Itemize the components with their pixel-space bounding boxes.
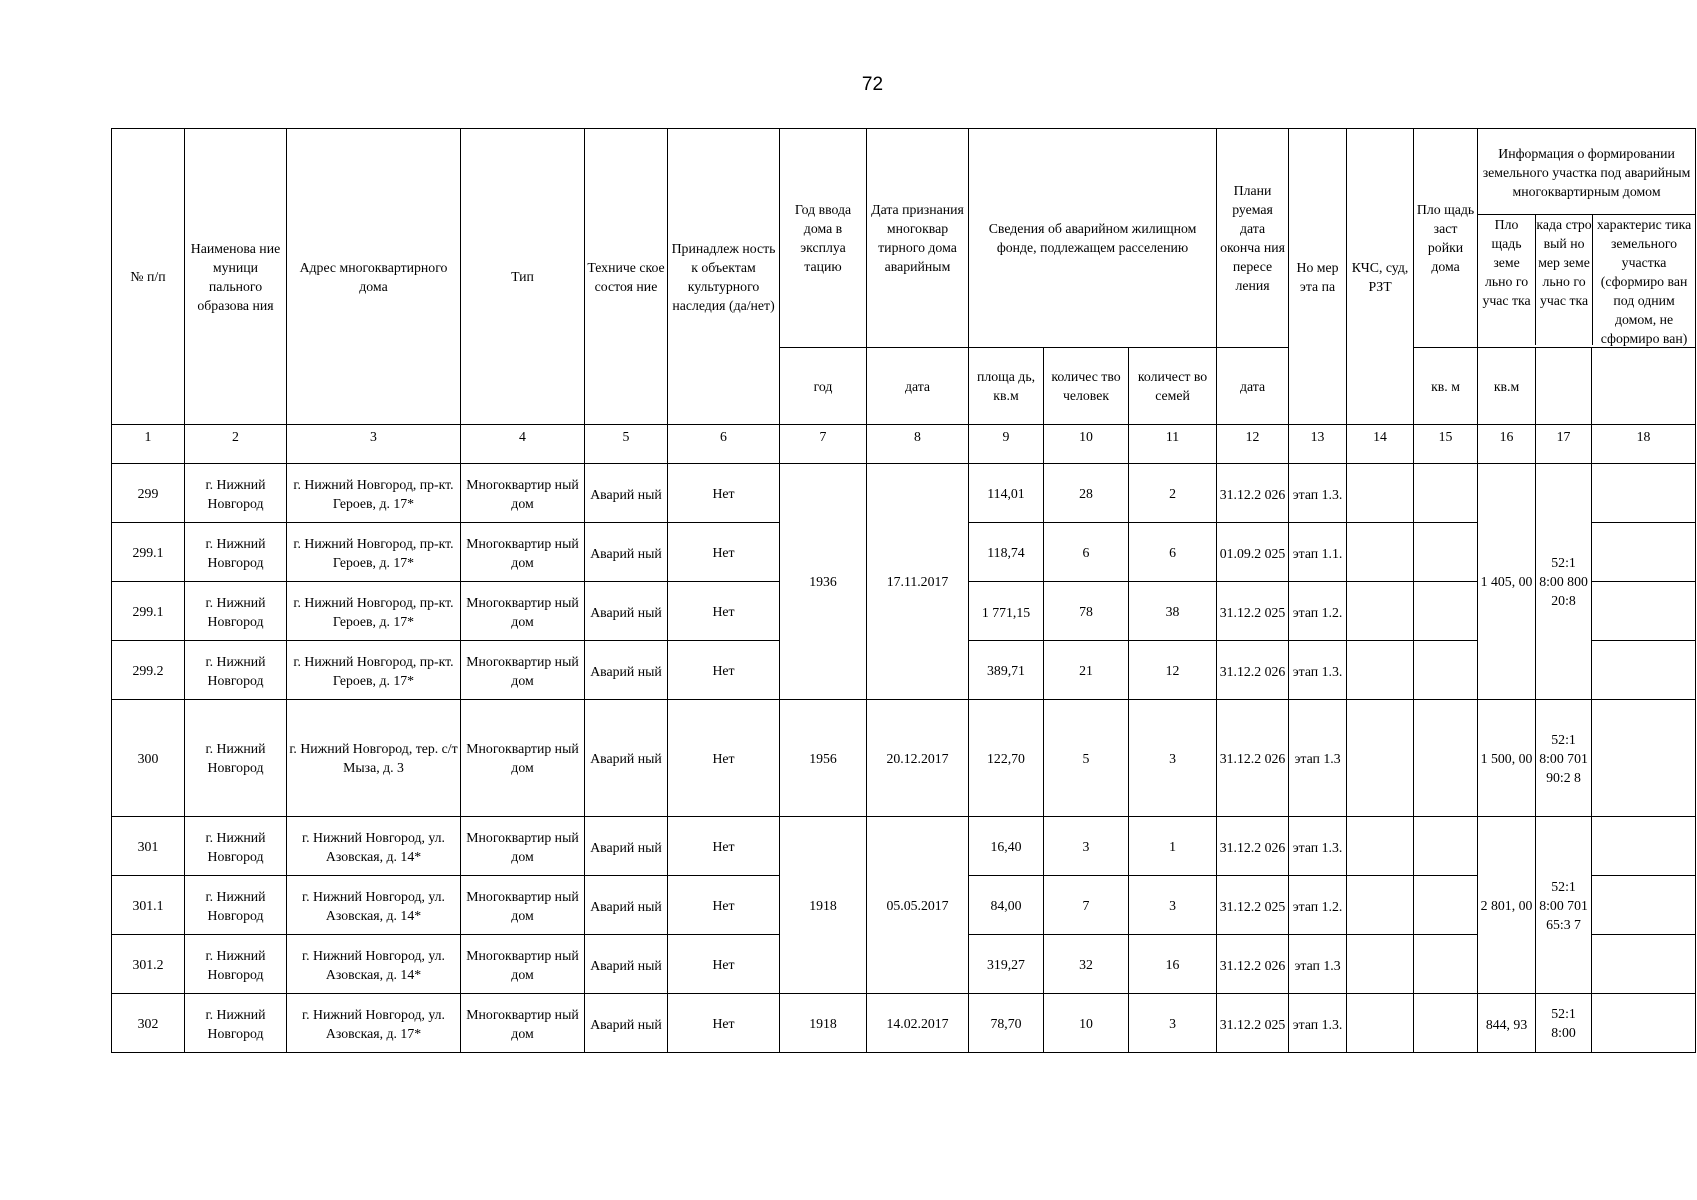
cell-planned-date: 31.12.2 025	[1217, 994, 1289, 1053]
column-number: 4	[461, 425, 585, 464]
cell-municipality: г. Нижний Новгород	[185, 817, 287, 876]
cell-number: 301.2	[112, 935, 185, 994]
cell-area: 389,71	[969, 641, 1044, 700]
cell-cadastral: 52:1 8:00	[1536, 994, 1592, 1053]
cell-cadastral: 52:1 8:00 701 90:2 8	[1536, 700, 1592, 817]
cell-heritage: Нет	[668, 582, 780, 641]
cell-address: г. Нижний Новгород, пр-кт. Героев, д. 17*	[287, 641, 461, 700]
cell-state: Аварий ный	[585, 935, 668, 994]
cell-state: Аварий ный	[585, 876, 668, 935]
subheader-cadastral-empty	[1536, 348, 1592, 425]
cell-type: Многоквартир ный дом	[461, 582, 585, 641]
cell-number: 299	[112, 464, 185, 523]
column-number: 16	[1478, 425, 1536, 464]
cell-characteristic	[1592, 994, 1696, 1053]
cell-area: 319,27	[969, 935, 1044, 994]
column-number: 13	[1289, 425, 1347, 464]
cell-land-area: 1 500, 00	[1478, 700, 1536, 817]
cell-year: 1918	[780, 994, 867, 1053]
cell-people: 32	[1044, 935, 1129, 994]
cell-stage: этап 1.3.	[1289, 994, 1347, 1053]
cell-area: 78,70	[969, 994, 1044, 1053]
column-number: 2	[185, 425, 287, 464]
column-number: 18	[1592, 425, 1696, 464]
cell-kchs	[1347, 464, 1414, 523]
cell-state: Аварий ный	[585, 817, 668, 876]
cell-heritage: Нет	[668, 876, 780, 935]
cell-families: 6	[1129, 523, 1217, 582]
subheader-year: год	[780, 348, 867, 425]
table-row	[112, 817, 1696, 876]
cell-kchs	[1347, 582, 1414, 641]
cell-address: г. Нижний Новгород, тер. с/т Мыза, д. 3	[287, 700, 461, 817]
cell-number: 299.1	[112, 523, 185, 582]
cell-number: 299.1	[112, 582, 185, 641]
cell-stage: этап 1.3.	[1289, 817, 1347, 876]
header-cadastral: када стро вый но мер земе льно го учас тка	[1536, 215, 1593, 345]
header-address: Адрес многоквартирного дома	[287, 129, 461, 425]
header-number: № п/п	[112, 129, 185, 425]
cell-planned-date: 31.12.2 026	[1217, 700, 1289, 817]
cell-families: 2	[1129, 464, 1217, 523]
header-land-area: Пло щадь земе льно го учас тка	[1478, 215, 1536, 345]
cell-area: 84,00	[969, 876, 1044, 935]
cell-planned-date: 31.12.2 026	[1217, 935, 1289, 994]
cell-stage: этап 1.3.	[1289, 464, 1347, 523]
cell-type: Многоквартир ный дом	[461, 876, 585, 935]
cell-planned-date: 31.12.2 025	[1217, 876, 1289, 935]
cell-kchs	[1347, 700, 1414, 817]
column-number: 15	[1414, 425, 1478, 464]
cell-characteristic	[1592, 464, 1696, 523]
cell-stage: этап 1.1.	[1289, 523, 1347, 582]
cell-kchs	[1347, 641, 1414, 700]
header-land-info-title: Информация о формировании земельного участка под аварийным многоквартирным домом	[1478, 131, 1695, 215]
cell-state: Аварий ный	[585, 700, 668, 817]
cell-date-recognized: 05.05.2017	[867, 817, 969, 994]
subheader-land-area-unit: кв.м	[1478, 348, 1536, 425]
cell-municipality: г. Нижний Новгород	[185, 935, 287, 994]
cell-planned-date: 31.12.2 026	[1217, 464, 1289, 523]
cell-families: 3	[1129, 700, 1217, 817]
cell-characteristic	[1592, 817, 1696, 876]
cell-planned-date: 31.12.2 025	[1217, 582, 1289, 641]
header-date-recognized: Дата признания многоквар тирного дома аварийным	[867, 129, 969, 348]
column-number: 9	[969, 425, 1044, 464]
cell-cadastral: 52:1 8:00 701 65:3 7	[1536, 817, 1592, 994]
cell-municipality: г. Нижний Новгород	[185, 464, 287, 523]
cell-people: 5	[1044, 700, 1129, 817]
header-type: Тип	[461, 129, 585, 425]
cell-building-area	[1414, 641, 1478, 700]
cell-year: 1918	[780, 817, 867, 994]
column-number: 3	[287, 425, 461, 464]
cell-heritage: Нет	[668, 700, 780, 817]
column-number: 17	[1536, 425, 1592, 464]
cell-date-recognized: 17.11.2017	[867, 464, 969, 700]
cell-cadastral: 52:1 8:00 800 20:8	[1536, 464, 1592, 700]
header-year-commissioned: Год ввода дома в эксплуа тацию	[780, 129, 867, 348]
cell-kchs	[1347, 523, 1414, 582]
cell-families: 1	[1129, 817, 1217, 876]
cell-heritage: Нет	[668, 464, 780, 523]
cell-year: 1956	[780, 700, 867, 817]
cell-planned-date: 01.09.2 025	[1217, 523, 1289, 582]
cell-characteristic	[1592, 700, 1696, 817]
cell-area: 1 771,15	[969, 582, 1044, 641]
cell-type: Многоквартир ный дом	[461, 817, 585, 876]
cell-characteristic	[1592, 582, 1696, 641]
cell-kchs	[1347, 994, 1414, 1053]
cell-people: 28	[1044, 464, 1129, 523]
cell-state: Аварий ный	[585, 641, 668, 700]
cell-families: 12	[1129, 641, 1217, 700]
cell-state: Аварий ный	[585, 464, 668, 523]
cell-people: 6	[1044, 523, 1129, 582]
cell-heritage: Нет	[668, 641, 780, 700]
cell-building-area	[1414, 523, 1478, 582]
cell-building-area	[1414, 817, 1478, 876]
cell-date-recognized: 14.02.2017	[867, 994, 969, 1053]
cell-type: Многоквартир ный дом	[461, 641, 585, 700]
cell-address: г. Нижний Новгород, пр-кт. Героев, д. 17*	[287, 523, 461, 582]
cell-characteristic	[1592, 935, 1696, 994]
cell-building-area	[1414, 582, 1478, 641]
column-number: 8	[867, 425, 969, 464]
cell-land-area: 2 801, 00	[1478, 817, 1536, 994]
cell-type: Многоквартир ный дом	[461, 700, 585, 817]
cell-area: 122,70	[969, 700, 1044, 817]
cell-type: Многоквартир ный дом	[461, 464, 585, 523]
cell-stage: этап 1.2.	[1289, 582, 1347, 641]
cell-municipality: г. Нижний Новгород	[185, 641, 287, 700]
cell-people: 3	[1044, 817, 1129, 876]
cell-building-area	[1414, 994, 1478, 1053]
table-row	[112, 700, 1696, 817]
cell-type: Многоквартир ный дом	[461, 994, 585, 1053]
column-number: 10	[1044, 425, 1129, 464]
cell-type: Многоквартир ный дом	[461, 523, 585, 582]
cell-address: г. Нижний Новгород, ул. Азовская, д. 14*	[287, 876, 461, 935]
cell-heritage: Нет	[668, 523, 780, 582]
cell-heritage: Нет	[668, 817, 780, 876]
table-row	[112, 994, 1696, 1053]
subheader-date: дата	[867, 348, 969, 425]
cell-building-area	[1414, 935, 1478, 994]
cell-people: 7	[1044, 876, 1129, 935]
cell-land-area: 1 405, 00	[1478, 464, 1536, 700]
cell-planned-date: 31.12.2 026	[1217, 817, 1289, 876]
cell-municipality: г. Нижний Новгород	[185, 700, 287, 817]
subheader-characteristic-empty	[1592, 348, 1696, 425]
emergency-housing-table	[111, 128, 1696, 1053]
header-stage-number: Но мер эта па	[1289, 129, 1347, 425]
cell-number: 301	[112, 817, 185, 876]
cell-municipality: г. Нижний Новгород	[185, 582, 287, 641]
cell-planned-date: 31.12.2 026	[1217, 641, 1289, 700]
subheader-families: количест во семей	[1129, 348, 1217, 425]
cell-characteristic	[1592, 876, 1696, 935]
cell-people: 21	[1044, 641, 1129, 700]
table-row	[112, 464, 1696, 523]
cell-characteristic	[1592, 523, 1696, 582]
subheader-building-area-unit: кв. м	[1414, 348, 1478, 425]
subheader-area: площа дь, кв.м	[969, 348, 1044, 425]
cell-land-area: 844, 93	[1478, 994, 1536, 1053]
cell-address: г. Нижний Новгород, ул. Азовская, д. 14*	[287, 935, 461, 994]
cell-kchs	[1347, 817, 1414, 876]
cell-people: 78	[1044, 582, 1129, 641]
header-building-area: Пло щадь заст ройки дома	[1414, 129, 1478, 348]
header-municipality: Наименова ние муници пального образова ния	[185, 129, 287, 425]
cell-number: 299.2	[112, 641, 185, 700]
cell-characteristic	[1592, 641, 1696, 700]
cell-state: Аварий ный	[585, 582, 668, 641]
cell-stage: этап 1.3	[1289, 700, 1347, 817]
cell-number: 302	[112, 994, 185, 1053]
cell-families: 16	[1129, 935, 1217, 994]
header-emergency-fund: Сведения об аварийном жилищном фонде, подлежащем расселению	[969, 129, 1217, 348]
cell-municipality: г. Нижний Новгород	[185, 523, 287, 582]
cell-building-area	[1414, 876, 1478, 935]
header-kchs: КЧС, суд, РЗТ	[1347, 129, 1414, 425]
column-number: 14	[1347, 425, 1414, 464]
cell-area: 114,01	[969, 464, 1044, 523]
cell-people: 10	[1044, 994, 1129, 1053]
cell-address: г. Нижний Новгород, пр-кт. Героев, д. 17*	[287, 464, 461, 523]
cell-building-area	[1414, 700, 1478, 817]
cell-date-recognized: 20.12.2017	[867, 700, 969, 817]
cell-address: г. Нижний Новгород, ул. Азовская, д. 14*	[287, 817, 461, 876]
cell-heritage: Нет	[668, 994, 780, 1053]
subheader-planned-date: дата	[1217, 348, 1289, 425]
cell-address: г. Нижний Новгород, пр-кт. Героев, д. 17*	[287, 582, 461, 641]
header-land-characteristic: характерис тика земельного участка (сформиро ван под одним домом, не сформиро ван)	[1596, 217, 1692, 346]
cell-number: 300	[112, 700, 185, 817]
cell-families: 38	[1129, 582, 1217, 641]
column-number: 1	[112, 425, 185, 464]
cell-kchs	[1347, 876, 1414, 935]
page-number: 72	[861, 74, 884, 95]
cell-heritage: Нет	[668, 935, 780, 994]
cell-kchs	[1347, 935, 1414, 994]
cell-number: 301.1	[112, 876, 185, 935]
cell-families: 3	[1129, 994, 1217, 1053]
header-tech-state: Техниче ское состоя ние	[585, 129, 668, 425]
cell-stage: этап 1.3	[1289, 935, 1347, 994]
cell-state: Аварий ный	[585, 994, 668, 1053]
cell-year: 1936	[780, 464, 867, 700]
header-land-info	[1478, 129, 1696, 348]
cell-state: Аварий ный	[585, 523, 668, 582]
cell-families: 3	[1129, 876, 1217, 935]
column-number: 11	[1129, 425, 1217, 464]
column-number: 12	[1217, 425, 1289, 464]
cell-stage: этап 1.3.	[1289, 641, 1347, 700]
header-heritage: Принадлеж ность к объектам культурного наследия (да/нет)	[668, 129, 780, 425]
cell-building-area	[1414, 464, 1478, 523]
cell-area: 118,74	[969, 523, 1044, 582]
cell-address: г. Нижний Новгород, ул. Азовская, д. 17*	[287, 994, 461, 1053]
column-number: 7	[780, 425, 867, 464]
column-number: 5	[585, 425, 668, 464]
column-number: 6	[668, 425, 780, 464]
header-planned-date: Плани руемая дата оконча ния пересе ления	[1217, 129, 1289, 348]
cell-municipality: г. Нижний Новгород	[185, 876, 287, 935]
cell-municipality: г. Нижний Новгород	[185, 994, 287, 1053]
cell-area: 16,40	[969, 817, 1044, 876]
subheader-people: количес тво человек	[1044, 348, 1129, 425]
cell-stage: этап 1.2.	[1289, 876, 1347, 935]
cell-type: Многоквартир ный дом	[461, 935, 585, 994]
